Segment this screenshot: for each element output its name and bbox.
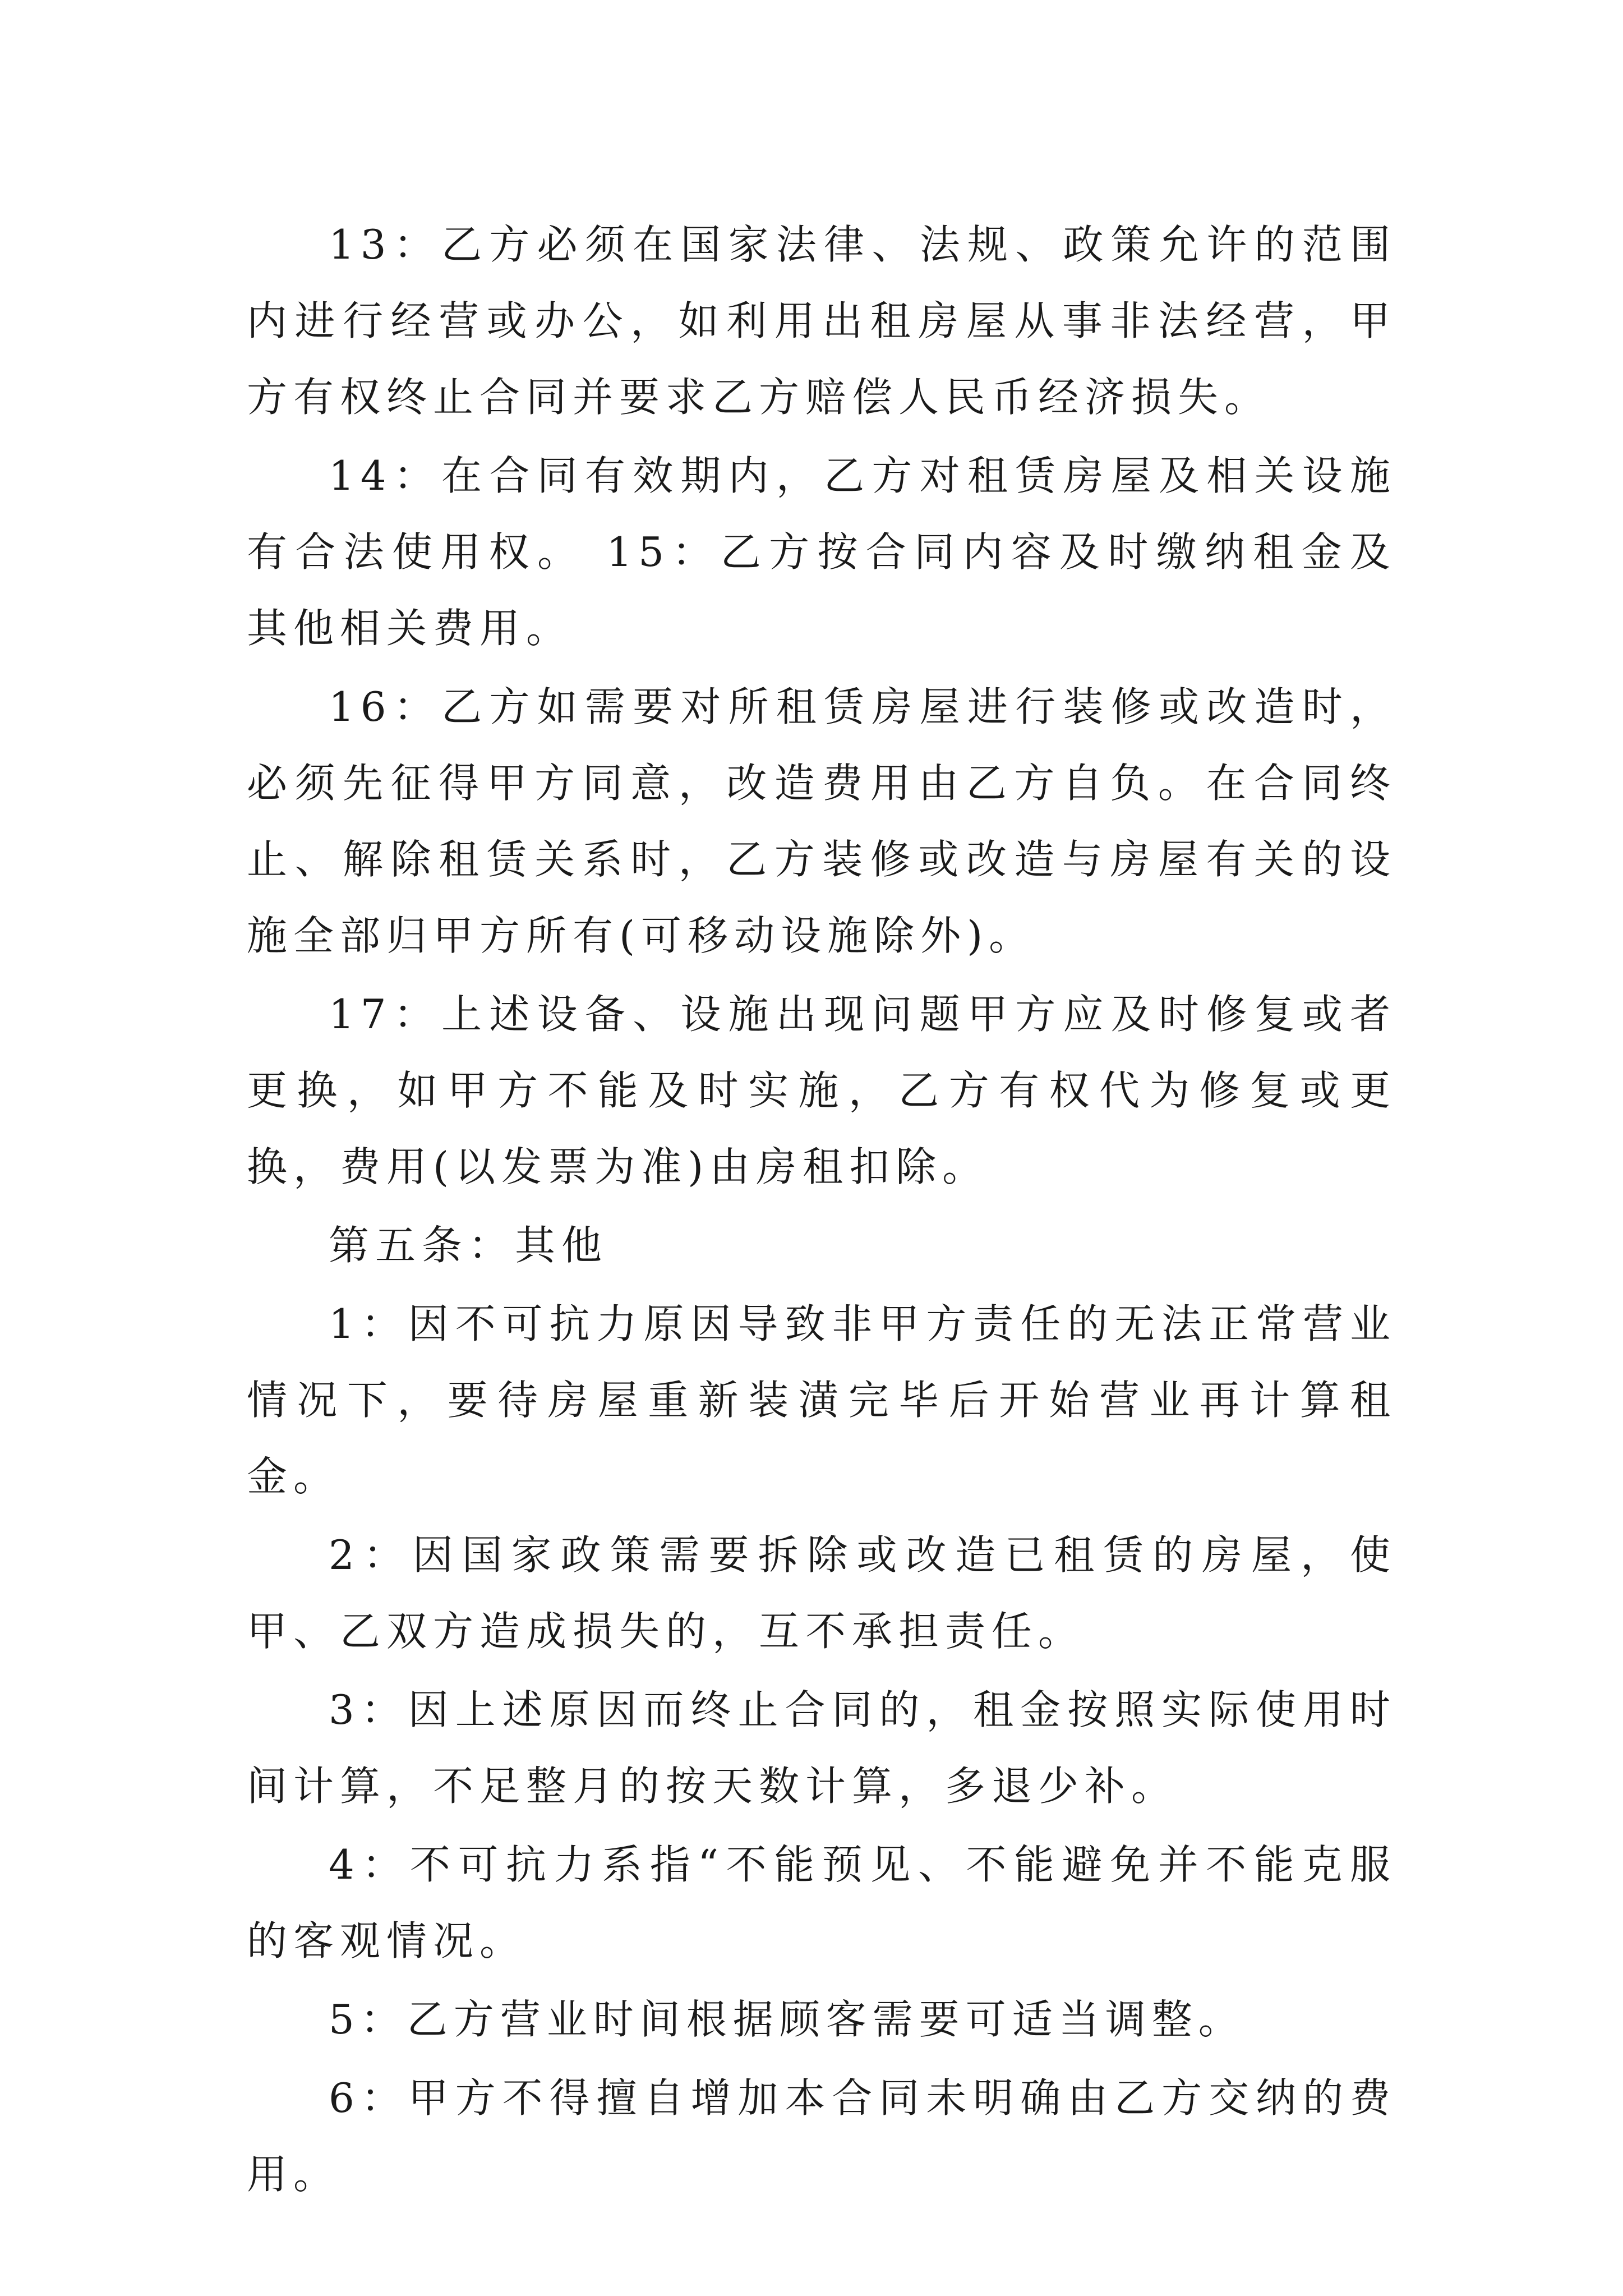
clause-14-15: 14：在合同有效期内，乙方对租赁房屋及相关设施有合法使用权。 15：乙方按合同内容及时缴纳租金及其他相关费用。 <box>247 452 1396 652</box>
article-5-item-3: 3：因上述原因而终止合同的，租金按照实际使用时间计算，不足整月的按天数计算，多退少补。 <box>247 1686 1396 1810</box>
article-5-item-2: 2：因国家政策需要拆除或改造已租赁的房屋，使甲、乙双方造成损失的，互不承担责任。 <box>247 1531 1396 1655</box>
document-body <box>247 206 1396 2215</box>
clause-16: 16：乙方如需要对所租赁房屋进行装修或改造时，必须先征得甲方同意，改造费用由乙方自负。在合同终止、解除租赁关系时，乙方装修或改造与房屋有关的设施全部归甲方所有(可移动设施除外)。 <box>247 683 1396 959</box>
article-5-item-1: 1：因不可抗力原因导致非甲方责任的无法正常营业情况下，要待房屋重新装潢完毕后开始营业再计算租金。 <box>247 1300 1396 1500</box>
clause-13: 13：乙方必须在国家法律、法规、政策允许的范围 内进行经营或办公，如利用出租房屋从事非法经营，甲方有权终止合同并要求乙方赔偿人民币经济损失。 <box>247 221 1396 421</box>
article-5-item-5: 5：乙方营业时间根据顾客需要可适当调整。 <box>329 1996 1245 2043</box>
section-heading-article-5: 第五条：其他 <box>329 1222 608 1269</box>
clause-17: 17：上述设备、设施出现问题甲方应及时修复或者更换，如甲方不能及时实施，乙方有权代为修复或更换，费用(以发票为准)由房租扣除。 <box>247 991 1396 1190</box>
article-5-item-6: 6：甲方不得擅自增加本合同未明确由乙方交纳的费用。 <box>247 2074 1396 2198</box>
article-5-item-4: 4：不可抗力系指“不能预见、不能避免并不能克服的客观情况。 <box>247 1841 1396 1964</box>
